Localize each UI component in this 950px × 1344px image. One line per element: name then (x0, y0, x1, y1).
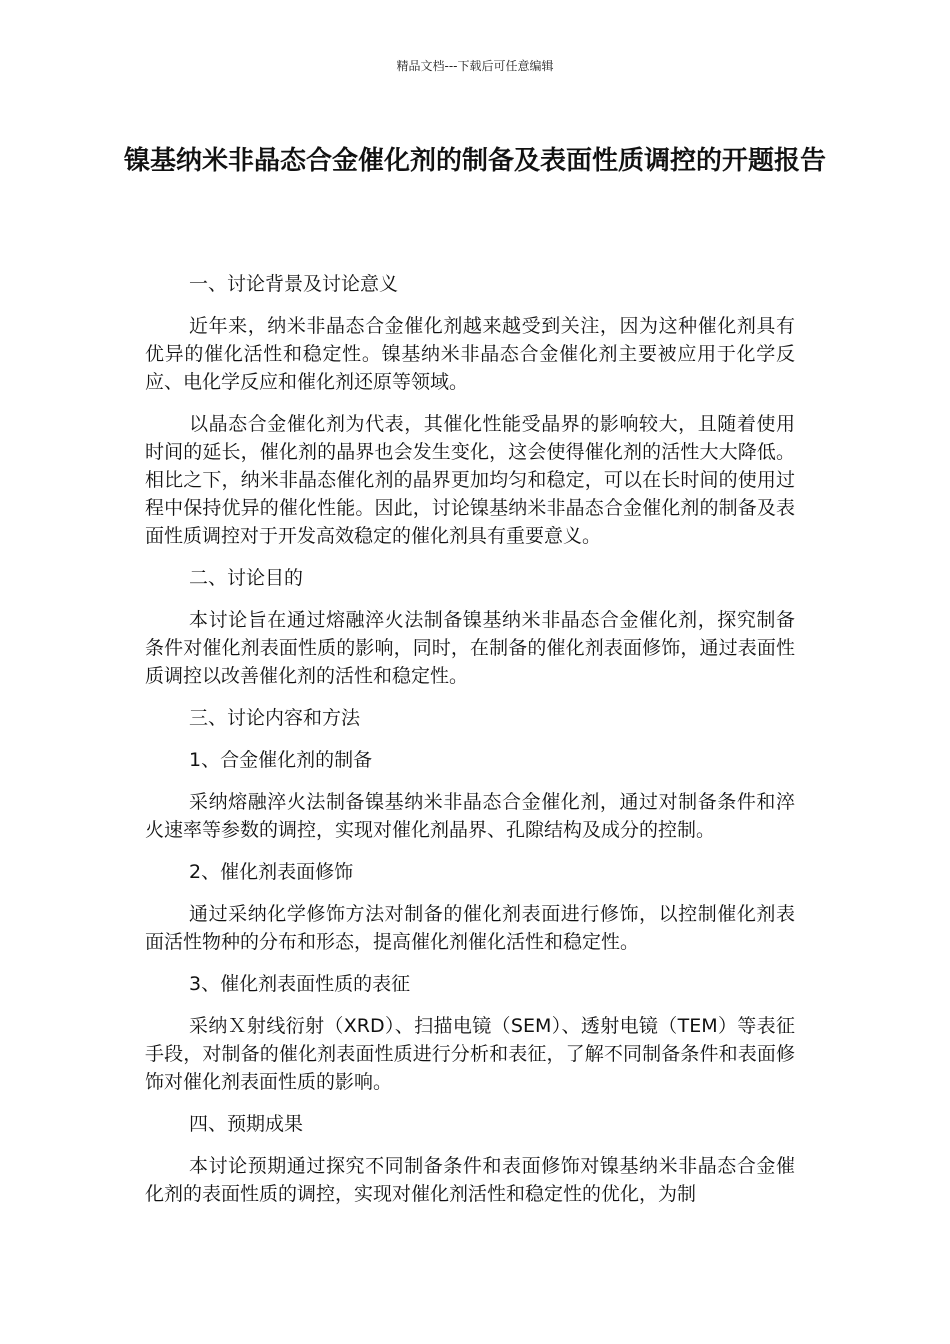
section-heading-background: 一、讨论背景及讨论意义 (189, 273, 399, 295)
page-header-note: 精品文档---下载后可任意编辑 (396, 59, 554, 73)
paragraph-expected-results: 本讨论预期通过探究不同制备条件和表面修饰对镍基纳米非晶态合金催化剂的表面性质的调控，实现对催化剂活性和稳定性的优化，为制 (145, 1155, 795, 1205)
document-title: 镍基纳米非晶态合金催化剂的制备及表面性质调控的开题报告 (123, 146, 826, 176)
section-heading-methods: 三、讨论内容和方法 (189, 707, 361, 729)
subsection-heading-characterization: 3、催化剂表面性质的表征 (189, 973, 411, 995)
section-heading-expected-results: 四、预期成果 (189, 1113, 304, 1135)
section-heading-purpose: 二、讨论目的 (189, 567, 304, 589)
paragraph-background-2: 以晶态合金催化剂为代表，其催化性能受晶界的影响较大，且随着使用时间的延长，催化剂的晶界也会发生变化，这会使得催化剂的活性大大降低。相比之下，纳米非晶态催化剂的晶界更加均匀和稳定，可以在长时间的使用过程中保持优异的催化性能。因此，讨论镍基纳米非晶态合金催化剂的制备及表面性质调控对于开发高效稳定的催化剂具有重要意义。 (145, 413, 795, 547)
subsection-heading-preparation: 1、合金催化剂的制备 (189, 749, 373, 771)
paragraph-characterization: 采纳Ｘ射线衍射（XRD）、扫描电镜（SEM）、透射电镜（TEM）等表征手段，对制备的催化剂表面性质进行分析和表征，了解不同制备条件和表面修饰对催化剂表面性质的影响。 (145, 1015, 795, 1093)
paragraph-purpose: 本讨论旨在通过熔融淬火法制备镍基纳米非晶态合金催化剂，探究制备条件对催化剂表面性质的影响，同时，在制备的催化剂表面修饰，通过表面性质调控以改善催化剂的活性和稳定性。 (145, 609, 795, 687)
paragraph-preparation: 采纳熔融淬火法制备镍基纳米非晶态合金催化剂，通过对制备条件和淬火速率等参数的调控，实现对催化剂晶界、孔隙结构及成分的控制。 (145, 791, 795, 841)
paragraph-background-1: 近年来，纳米非晶态合金催化剂越来越受到关注，因为这种催化剂具有优异的催化活性和稳定性。镍基纳米非晶态合金催化剂主要被应用于化学反应、电化学反应和催化剂还原等领域。 (145, 315, 795, 393)
document-body (145, 270, 795, 1222)
subsection-heading-modification: 2、催化剂表面修饰 (189, 861, 354, 883)
paragraph-modification: 通过采纳化学修饰方法对制备的催化剂表面进行修饰，以控制催化剂表面活性物种的分布和形态，提高催化剂催化活性和稳定性。 (145, 903, 795, 953)
